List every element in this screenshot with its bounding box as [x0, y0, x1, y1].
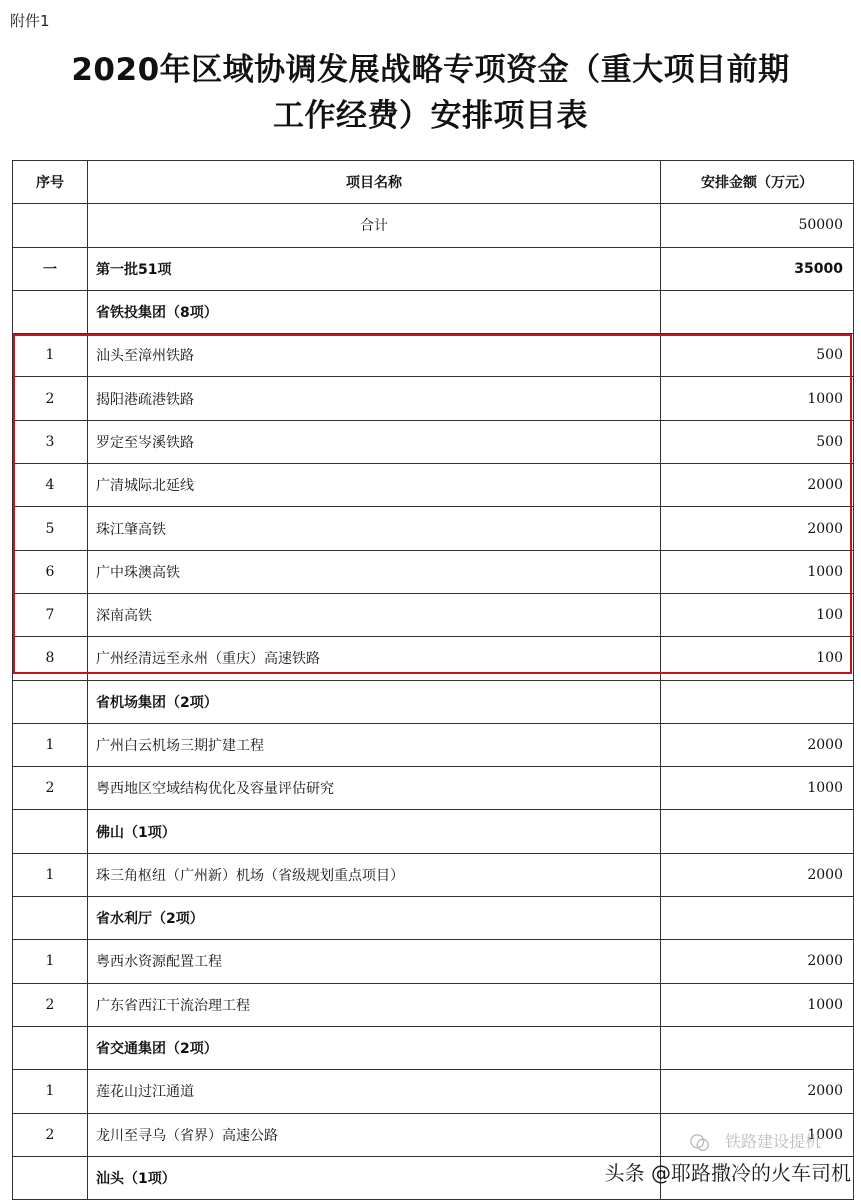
cell-no [13, 810, 88, 853]
cell-no [13, 1026, 88, 1069]
cell-amount: 50000 [661, 204, 854, 247]
cell-no [13, 897, 88, 940]
cell-no: 一 [13, 247, 88, 290]
table-row [13, 204, 854, 247]
cell-name: 粤西水资源配置工程 [88, 940, 661, 983]
cell-no: 1 [13, 723, 88, 766]
cell-amount [661, 897, 854, 940]
table-row [13, 1070, 854, 1113]
cell-no: 7 [13, 593, 88, 636]
document-title-line-1: 2020年区域协调发展战略专项资金（重大项目前期 [71, 52, 790, 88]
table-row [13, 723, 854, 766]
cell-amount [661, 810, 854, 853]
cell-no: 6 [13, 550, 88, 593]
table-row [13, 853, 854, 896]
cell-amount: 1000 [661, 1113, 854, 1156]
cell-amount [661, 680, 854, 723]
table-row [13, 464, 854, 507]
cell-name: 龙川至寻乌（省界）高速公路 [88, 1113, 661, 1156]
cell-no: 5 [13, 507, 88, 550]
cell-name: 广州白云机场三期扩建工程 [88, 723, 661, 766]
table-row [13, 767, 854, 810]
table-row [13, 680, 854, 723]
cell-no: 1 [13, 334, 88, 377]
cell-amount: 2000 [661, 507, 854, 550]
cell-amount: 35000 [661, 247, 854, 290]
cell-no: 1 [13, 940, 88, 983]
cell-no: 4 [13, 464, 88, 507]
cell-amount: 2000 [661, 464, 854, 507]
watermark-subtext: 铁路建设提机 [724, 1132, 821, 1151]
cell-no [13, 1156, 88, 1199]
table-row [13, 940, 854, 983]
table-row [13, 377, 854, 420]
table-row [13, 334, 854, 377]
watermark-brand: 头条 @耶路撒冷的火车司机 [604, 1161, 851, 1185]
cell-name: 广东省西江干流治理工程 [88, 983, 661, 1026]
table-row [13, 897, 854, 940]
cell-name: 罗定至岑溪铁路 [88, 420, 661, 463]
cell-name: 珠江肇高铁 [88, 507, 661, 550]
cell-amount: 2000 [661, 940, 854, 983]
funding-table [12, 160, 854, 1200]
cell-amount: 1000 [661, 377, 854, 420]
table-row [13, 507, 854, 550]
cell-amount [661, 290, 854, 333]
cell-amount: 1000 [661, 550, 854, 593]
table-row [13, 983, 854, 1026]
cell-name: 深南高铁 [88, 593, 661, 636]
header-name: 项目名称 [88, 161, 661, 204]
cell-name: 珠三角枢纽（广州新）机场（省级规划重点项目） [88, 853, 661, 896]
cell-no: 2 [13, 983, 88, 1026]
header-amount: 安排金额（万元） [661, 161, 854, 204]
cell-amount: 100 [661, 637, 854, 680]
document-title-line-2: 工作经费）安排项目表 [273, 98, 588, 134]
table-row [13, 593, 854, 636]
cell-amount: 100 [661, 593, 854, 636]
table-row [13, 290, 854, 333]
attachment-label: 附件1 [10, 12, 50, 30]
cell-name: 合计 [88, 204, 661, 247]
table-header-row [13, 161, 854, 204]
cell-name: 汕头至漳州铁路 [88, 334, 661, 377]
cell-name: 莲花山过江通道 [88, 1070, 661, 1113]
table-row [13, 420, 854, 463]
cell-amount: 500 [661, 334, 854, 377]
cell-amount: 2000 [661, 1070, 854, 1113]
cell-name: 广清城际北延线 [88, 464, 661, 507]
cell-no: 8 [13, 637, 88, 680]
cell-amount: 2000 [661, 853, 854, 896]
cell-amount [661, 1026, 854, 1069]
cell-no [13, 680, 88, 723]
cell-name: 广中珠澳高铁 [88, 550, 661, 593]
cell-name: 汕头（1项） [88, 1156, 661, 1199]
cell-name: 省铁投集团（8项） [88, 290, 661, 333]
cell-name: 省水利厅（2项） [88, 897, 661, 940]
watermark [605, 1157, 851, 1186]
cell-no: 2 [13, 767, 88, 810]
cell-no [13, 204, 88, 247]
cell-no: 1 [13, 853, 88, 896]
cell-name: 第一批51项 [88, 247, 661, 290]
table-row [13, 247, 854, 290]
cell-amount: 1000 [661, 767, 854, 810]
cell-amount: 1000 [661, 983, 854, 1026]
cell-name: 省机场集团（2项） [88, 680, 661, 723]
cell-amount: 500 [661, 420, 854, 463]
cell-no: 2 [13, 1113, 88, 1156]
cell-name: 佛山（1项） [88, 810, 661, 853]
wechat-logo-icon [689, 1132, 711, 1154]
cell-name: 省交通集团（2项） [88, 1026, 661, 1069]
cell-no [13, 290, 88, 333]
cell-amount: 2000 [661, 723, 854, 766]
table-row [13, 1026, 854, 1069]
table-row [13, 810, 854, 853]
cell-no: 1 [13, 1070, 88, 1113]
cell-name: 广州经清远至永州（重庆）高速铁路 [88, 637, 661, 680]
table-row [13, 637, 854, 680]
header-no: 序号 [13, 161, 88, 204]
cell-no: 3 [13, 420, 88, 463]
cell-name: 揭阳港疏港铁路 [88, 377, 661, 420]
cell-no: 2 [13, 377, 88, 420]
cell-name: 粤西地区空域结构优化及容量评估研究 [88, 767, 661, 810]
table-row [13, 550, 854, 593]
